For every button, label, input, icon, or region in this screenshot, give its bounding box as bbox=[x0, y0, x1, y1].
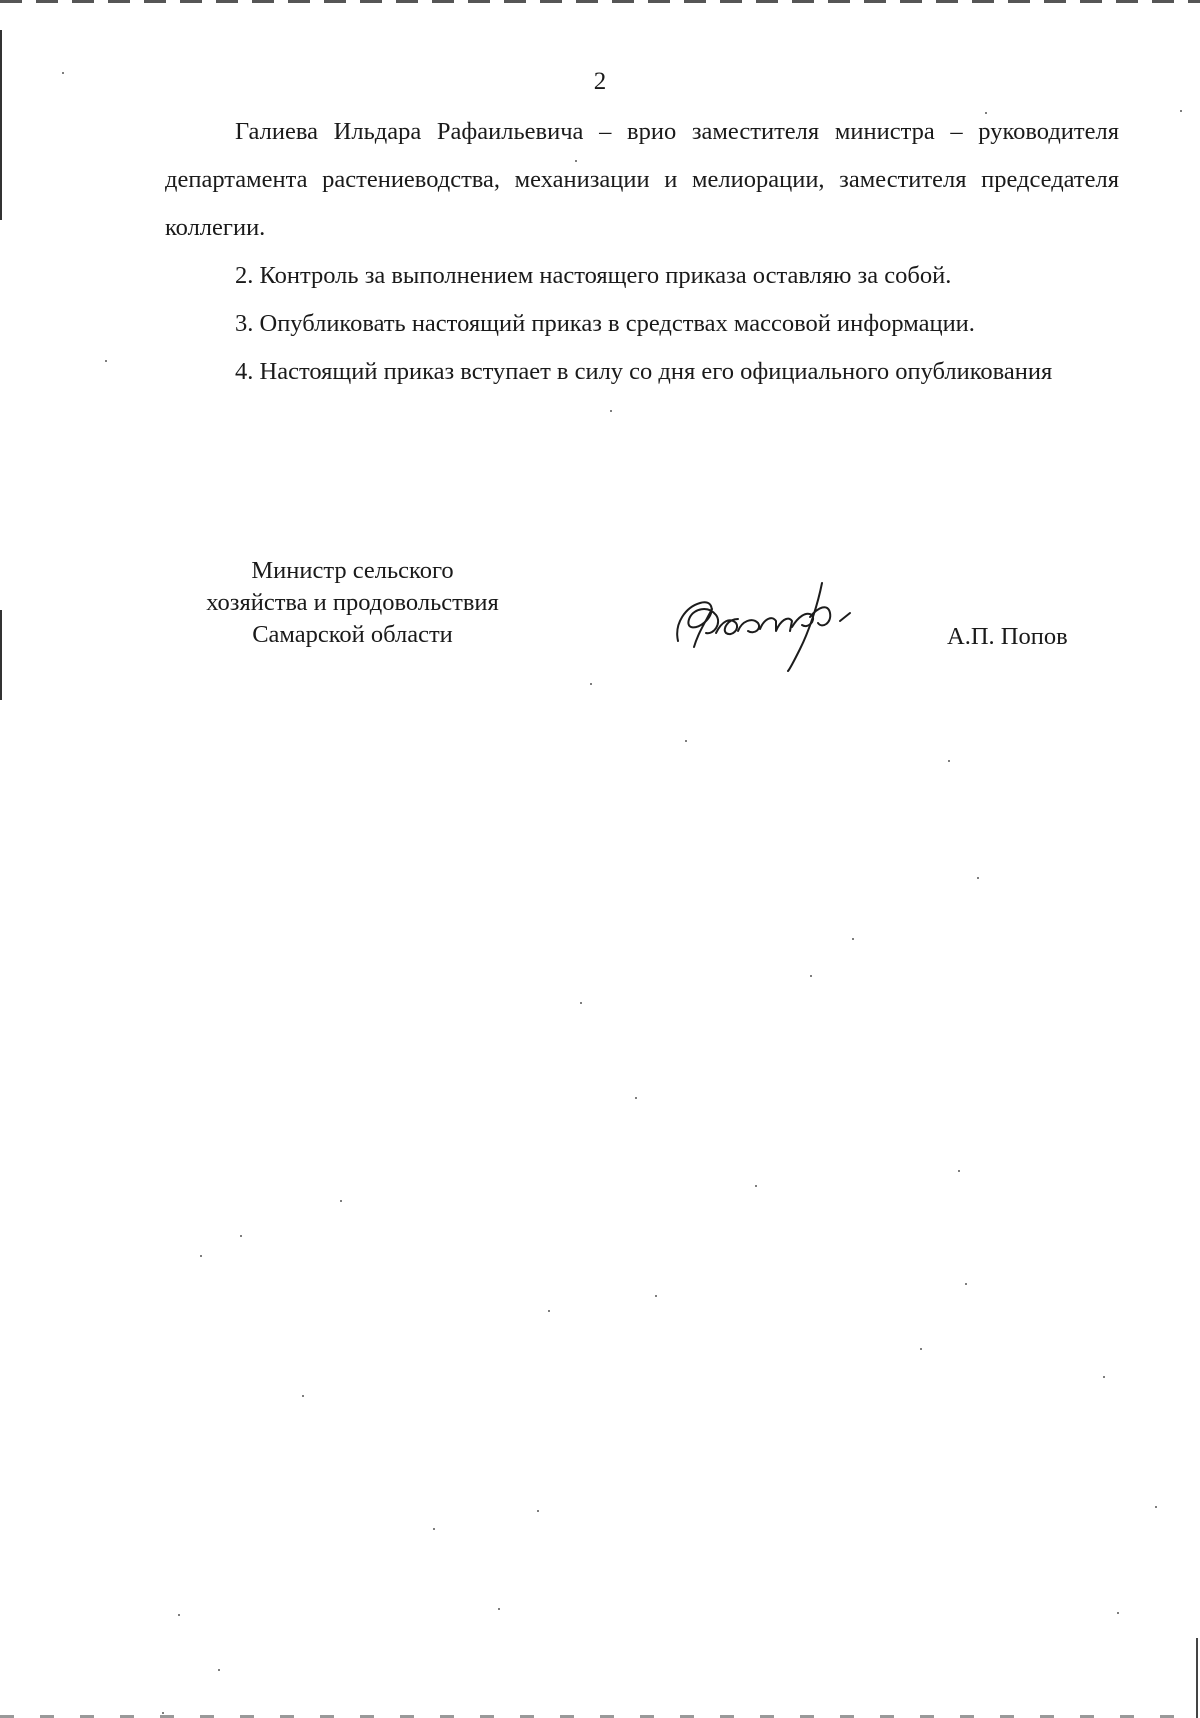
paragraph-appointment: Галиева Ильдара Рафаильевича – врио заместителя министра – руководителя департамента растениеводства, механизации и мелиорации, заместителя председателя коллегии. bbox=[165, 118, 1119, 241]
signer-name: А.П. Попов bbox=[947, 623, 1068, 650]
minister-title-line: Министр сельского bbox=[251, 557, 454, 584]
scan-edge-top bbox=[0, 0, 1200, 3]
scan-edge-left bbox=[0, 30, 2, 220]
paragraph-effective-date: 4. Настоящий приказ вступает в силу со дня его официального опубликования bbox=[235, 358, 1053, 385]
page-number: 2 bbox=[593, 68, 607, 95]
scan-edge-right bbox=[1196, 1638, 1198, 1718]
paragraph-control: 2. Контроль за выполнением настоящего приказа оставляю за собой. bbox=[235, 262, 952, 289]
handwritten-signature-icon bbox=[672, 573, 862, 673]
signature-block bbox=[0, 555, 1200, 675]
minister-title-line: Самарской области bbox=[252, 621, 453, 648]
paragraph-publish: 3. Опубликовать настоящий приказ в средствах массовой информации. bbox=[235, 310, 975, 337]
document-body bbox=[165, 108, 1119, 396]
minister-title-line: хозяйства и продовольствия bbox=[206, 589, 499, 616]
minister-title bbox=[160, 555, 545, 651]
